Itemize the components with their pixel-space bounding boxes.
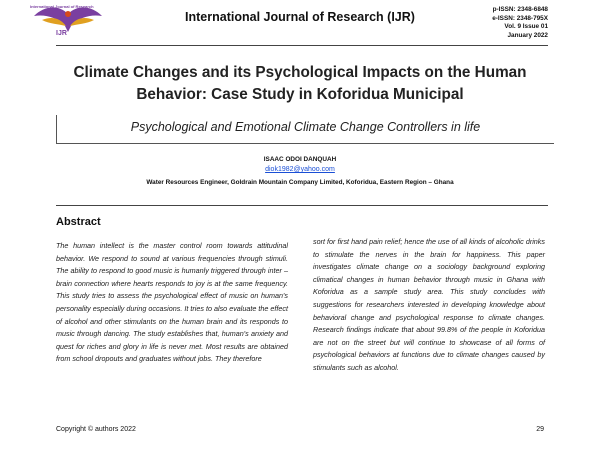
- issn-block: [492, 6, 548, 40]
- copyright-notice: Copyright © authors 2022: [56, 426, 136, 433]
- issue-date: January 2022: [507, 31, 548, 39]
- abstract-text-right: sort for first hand pain relief; hence the use of all kinds of alcoholic drinks to stimulate the nerves in the brain for happiness. This paper investigates climate change on a sociology background exploring climatical changes in human behavior through music in Ghana with Koforidua as a sample study area. This study concludes with suggestions for researchers interested in developing knowledge about behavioral change and psychological response to climate changes. Research findings indicate that about 99.8% of the people in Koforidua are not on the street but will continue to showcase of all forms of psychological behaviors at functions due to climate changes caused by stimulants such as alcohol.: [313, 237, 545, 372]
- abstract-divider: [56, 205, 548, 206]
- author-affiliation: Water Resources Engineer, Goldrain Mountain Company Limited, Koforidua, Eastern Region – Ghana: [146, 179, 454, 186]
- logo-abbrev: IJR: [56, 30, 67, 37]
- e-issn: e-ISSN: 2348-795X: [492, 14, 548, 22]
- author-email-link[interactable]: diok1982@yahoo.com: [265, 166, 335, 173]
- p-issn: p-ISSN: 2348-6848: [492, 6, 548, 13]
- volume-issue: Vol. 9 Issue 01: [504, 23, 548, 31]
- page-number: 29: [536, 426, 544, 433]
- header-divider: [56, 45, 548, 46]
- logo-caption: International Journal of Research: [30, 4, 94, 9]
- author-name: ISAAC ODOI DANQUAH: [263, 156, 337, 163]
- abstract-heading: Abstract: [56, 216, 101, 228]
- journal-title: International Journal of Research (IJR): [185, 10, 415, 24]
- paper-title: Climate Changes and its Psychological Impacts on the Human Behavior: Case Study in Koforidua Municipal: [73, 64, 527, 103]
- subtitle-frame: [56, 115, 554, 144]
- paper-subtitle: Psychological and Emotional Climate Change Controllers in life: [130, 120, 481, 134]
- abstract-text-left: The human intellect is the master control room towards attitudinal behavior. We respond to sound at various frequencies through stimuli. The ability to respond to good music is humanly triggered through inter – brain connection where hearts responds to joy is at the same frequency. This study tries to assess the psychological effect of music on human's personality especially during occasions. It tries to also evaluate the effect of alcohol and other stimulants on the human brain and its responds to music through dancing. The study establishes that, human's anxiety and quest for riches and glory in life is never met. Most results are obtained from school dropouts and graduates without jobs. They therefore: [56, 241, 288, 364]
